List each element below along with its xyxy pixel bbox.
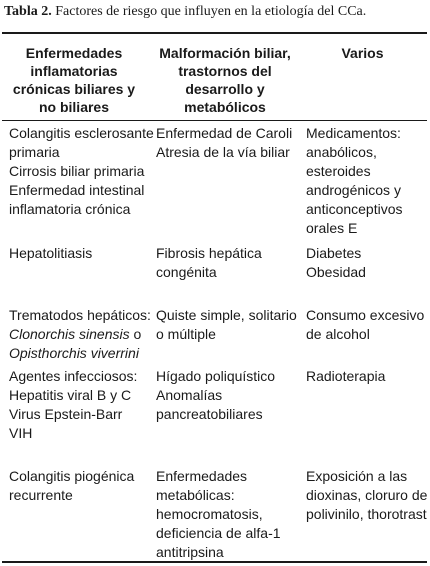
cell-line: anticonceptivos: [306, 201, 403, 217]
cell-line: Atresia de la vía biliar: [156, 144, 290, 160]
row-4-col-1: [9, 367, 137, 443]
row-5-col-3: [306, 467, 427, 524]
cell-line: polivinilo, thorotrast: [306, 506, 427, 522]
cell-line: inflamatoria crónica: [9, 201, 131, 217]
cell-line: Anomalías: [156, 387, 223, 403]
cell-line: Enfermedad de Caroli: [156, 125, 293, 141]
cell-line: Agentes infecciosos:: [9, 368, 138, 384]
column-header-inflammatory: Enfermedades inflamatorias crónicas biliares y no biliares: [12, 45, 136, 115]
table-bottom-rule: [2, 561, 427, 563]
cell-line: Diabetes: [306, 245, 362, 261]
cell-line: Colangitis esclerosante: [9, 125, 154, 141]
row-3-col-2: [156, 306, 297, 344]
cell-line: deficiencia de alfa-1: [156, 525, 281, 541]
cell-line: hemocromatosis,: [156, 506, 263, 522]
table-top-rule: [2, 32, 427, 34]
column-header-varios: Varios: [341, 45, 384, 61]
cell-line: Hepatitis viral B y C: [9, 387, 132, 403]
cell-line: metabólicas:: [156, 487, 235, 503]
cell-line: o múltiple: [156, 326, 216, 342]
cell-line: Colangitis piogénica: [9, 468, 135, 484]
cell-line: Quiste simple, solitario: [156, 307, 297, 323]
cell-line: anabólicos,: [306, 144, 377, 160]
table-header-rule: [2, 120, 427, 121]
cell-line: recurrente: [9, 487, 73, 503]
cell-line: congénita: [156, 264, 217, 280]
cell-line: primaria: [9, 144, 60, 160]
table-caption-label: Tabla 2.: [4, 4, 52, 19]
row-2-col-2: [156, 244, 262, 282]
cell-line: Fibrosis hepática: [156, 245, 262, 261]
cell-line: Consumo excesivo: [306, 307, 425, 323]
cell-line: Trematodos hepáticos:: [9, 307, 151, 323]
cell-line: esteroides: [306, 163, 371, 179]
cell-line: orales E: [306, 220, 358, 236]
row-1-col-3: [306, 124, 403, 238]
table-caption-text: Factores de riesgo que influyen en la etiología del CCa.: [51, 4, 367, 19]
table-caption: [4, 4, 366, 20]
row-5-col-1: [9, 467, 134, 505]
cell-line: VIH: [9, 425, 33, 441]
row-3-col-1: [9, 306, 151, 363]
cell-line: Cirrosis biliar primaria: [9, 163, 145, 179]
cell-line: Obesidad: [306, 264, 366, 280]
row-4-col-2: [156, 367, 275, 424]
cell-line: Medicamentos:: [306, 125, 401, 141]
row-2-col-3: [306, 244, 366, 282]
cell-line: Enfermedades: [156, 468, 248, 484]
cell-line: Virus Epstein-Barr: [9, 406, 123, 422]
cell-line: Enfermedad intestinal: [9, 182, 145, 198]
row-1-col-2: [156, 124, 292, 162]
cell-line: [9, 325, 151, 344]
cell-line: Exposición a las: [306, 468, 408, 484]
cell-line: pancreatobiliares: [156, 406, 263, 422]
cell-line: Hígado poliquístico: [156, 368, 276, 384]
cell-line: antitripsina: [156, 544, 224, 560]
cell-line: dioxinas, cloruro de: [306, 487, 428, 503]
cell-line: androgénicos y: [306, 182, 401, 198]
row-3-col-3: [306, 306, 424, 344]
row-1-col-1: [9, 124, 154, 219]
row-5-col-2: [156, 467, 281, 562]
species-name: Clonorchis sinensis: [9, 326, 130, 342]
cell-line: de alcohol: [306, 326, 370, 342]
row-2-col-1: [9, 244, 92, 263]
cell-line: Hepatolitiasis: [9, 245, 93, 261]
cell-line: Radioterapia: [306, 368, 386, 384]
row-4-col-3: [306, 367, 385, 386]
species-name: Opisthorchis viverrini: [9, 345, 139, 361]
column-header-malformation: Malformación biliar, trastornos del desarrollo y metabólicos: [159, 45, 291, 115]
conjunction: o: [129, 326, 142, 342]
